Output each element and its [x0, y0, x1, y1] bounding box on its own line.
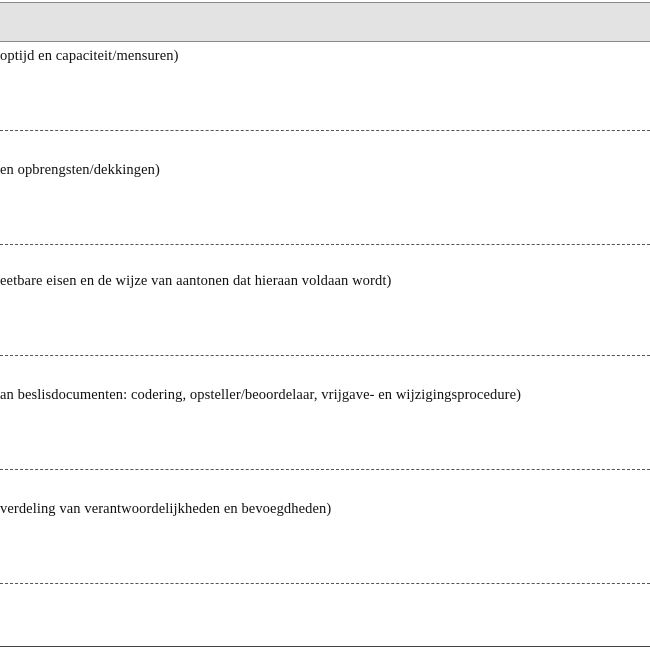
section-3-divider: [0, 355, 650, 356]
section-5-text: verdeling van verantwoordelijkheden en bevoegdheden): [0, 501, 332, 517]
section-5-divider: [0, 583, 650, 584]
table-header-bar: [0, 2, 650, 42]
section-1-text: optijd en capaciteit/mensuren): [0, 48, 179, 64]
section-3-text: eetbare eisen en de wijze van aantonen dat hieraan voldaan wordt): [0, 273, 392, 289]
section-4-divider: [0, 469, 650, 470]
table-bottom-border: [0, 646, 650, 647]
section-1-divider: [0, 130, 650, 131]
section-4-text: an beslisdocumenten: codering, opsteller/beoordelaar, vrijgave- en wijzigingsprocedure): [0, 387, 522, 403]
section-2-divider: [0, 244, 650, 245]
section-2-text: en opbrengsten/dekkingen): [0, 162, 160, 178]
